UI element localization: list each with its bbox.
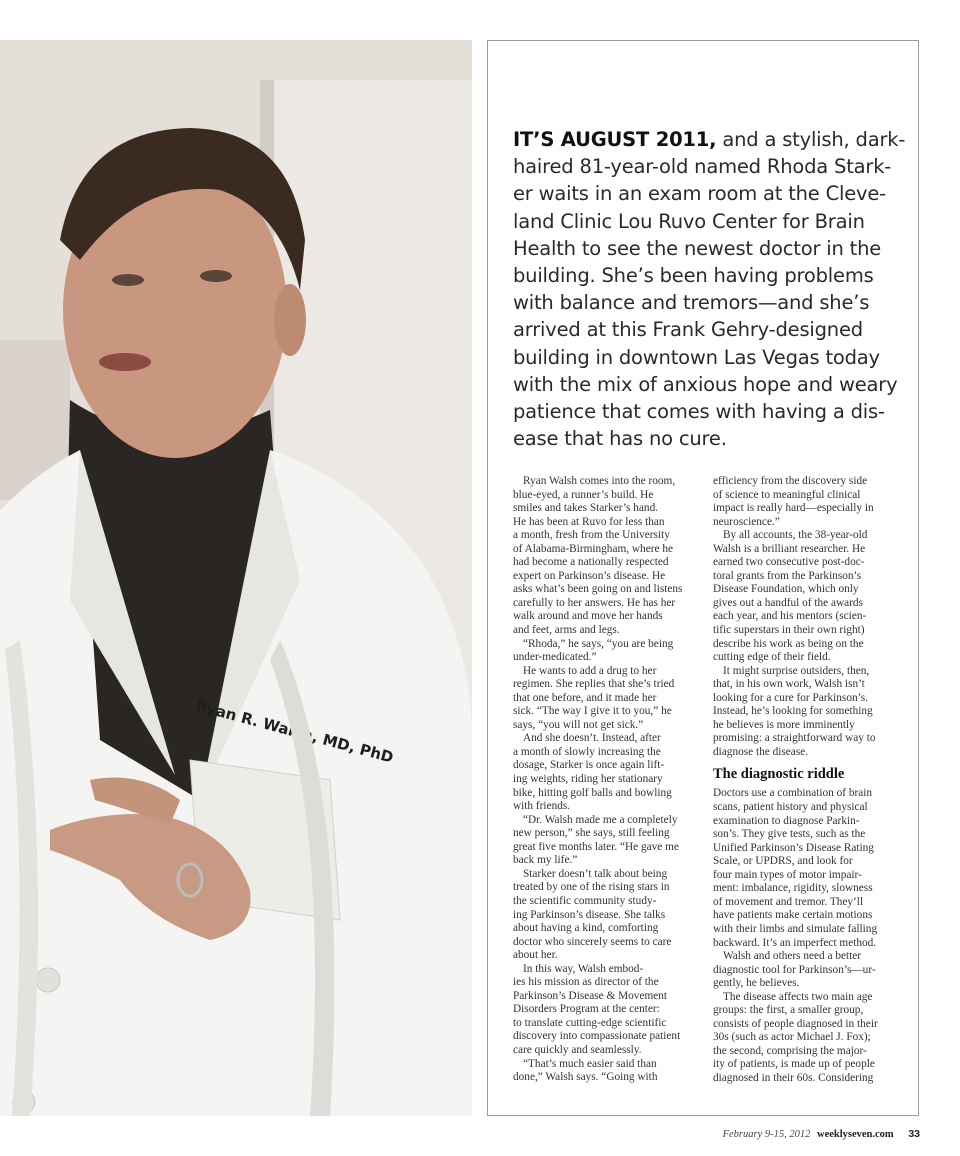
body-text-line: 30s (such as actor Michael J. Fox); [713, 1031, 871, 1044]
body-text-line: Instead, he’s looking for something [713, 705, 873, 718]
body-text-line: Scale, or UPDRS, and look for [713, 855, 853, 868]
body-text-line: the scientific community study- [513, 894, 657, 907]
body-text-line: Ryan Walsh comes into the room, [523, 475, 676, 487]
body-text-line: doctor who sincerely seems to care [513, 935, 672, 948]
lede-line: ease that has no cure. [513, 427, 727, 451]
lede-line: haired 81-year-old named Rhoda Stark- [513, 155, 892, 179]
body-text-line: each year, and his mentors (scien- [713, 610, 867, 623]
body-text-line: ment: imbalance, rigidity, slowness [713, 882, 873, 895]
lede-line: building in downtown Las Vegas today [513, 345, 880, 369]
issue-date: February 9-15, 2012 [722, 1129, 811, 1140]
body-text-line: sick. “The way I give it to you,” he [513, 705, 672, 718]
website-link[interactable]: weeklyseven.com [816, 1129, 894, 1140]
body-text-line: “Rhoda,” he says, “you are being [523, 637, 674, 650]
body-text-line: discovery into compassionate patient [513, 1030, 681, 1043]
lede-first-line [513, 126, 906, 153]
body-text-line: bike, hitting golf balls and bowling [513, 786, 672, 799]
body-text-line: By all accounts, the 38-year-old [723, 529, 868, 542]
body-text-line: cutting edge of their field. [713, 651, 831, 664]
body-text-line: back my life.” [513, 854, 578, 867]
body-text-line: a month of slowly increasing the [513, 745, 661, 758]
body-column-right [713, 475, 898, 1086]
body-text-line: gently, he believes. [713, 977, 800, 990]
body-text-line: and feet, arms and legs. [513, 624, 620, 637]
body-text-line: says, “you will not get sick.” [513, 718, 644, 731]
coat-embroidery: Ryan R. Walsh, MD, PhD [193, 696, 396, 767]
page-footer [723, 1128, 920, 1140]
body-text-line: ing Parkinson’s disease. She talks [513, 908, 666, 921]
body-text-line: “That’s much easier said than [523, 1057, 657, 1070]
body-text-line: tific superstars in their own right) [713, 624, 865, 637]
body-text-line: promising: a straightforward way to [713, 732, 876, 745]
body-column-right-bottom [713, 787, 898, 1085]
body-text-line: a month, fresh from the University [513, 529, 670, 542]
body-text-line: ing weights, riding her stationary [513, 773, 663, 786]
body-text-line: describe his work as being on the [713, 637, 864, 650]
body-text-line: ity of patients, is made up of people [713, 1058, 875, 1071]
body-text-line: of movement and tremor. They’ll [713, 895, 864, 908]
body-text-line: toral grants from the Parkinson’s [713, 569, 862, 582]
body-text-line: he believes is more imminently [713, 718, 855, 731]
body-text-line: backward. It’s an imperfect method. [713, 936, 877, 949]
body-text-line: examination to diagnose Parkin- [713, 814, 860, 827]
lede-caps: IT’S AUGUST 2011, [513, 128, 717, 151]
body-text-line: about her. [513, 949, 558, 962]
body-text-line: He has been at Ruvo for less than [513, 515, 665, 528]
body-text-line: had become a nationally respected [513, 556, 669, 569]
lede-line: with the mix of anxious hope and weary [513, 372, 898, 396]
body-text-line: In this way, Walsh embod- [523, 962, 644, 975]
lede-line: patience that comes with having a dis- [513, 400, 885, 424]
body-text-line: carefully to her answers. He has her [513, 596, 676, 609]
body-text-line: earned two consecutive post-doc- [713, 556, 865, 569]
body-column-left [513, 475, 698, 1085]
body-text-line: son’s. They give tests, such as the [713, 828, 866, 841]
lede-line: Health to see the newest doctor in the [513, 236, 882, 260]
body-text-line: Starker doesn’t talk about being [523, 867, 668, 880]
lede-line: arrived at this Frank Gehry-designed [513, 318, 863, 342]
body-text-line: scans, patient history and physical [713, 801, 868, 814]
body-text-line: smiles and takes Starker’s hand. [513, 502, 659, 515]
body-text-line: asks what’s been going on and listens [513, 583, 683, 596]
body-text-line: that, in his own work, Walsh isn’t [713, 678, 865, 691]
lede-line: land Clinic Lou Ruvo Center for Brain [513, 209, 865, 233]
body-text-line: new person,” she says, still feeling [513, 827, 670, 840]
body-text-line: consists of people diagnosed in their [713, 1017, 878, 1030]
body-text-line: great five months later. “He gave me [513, 840, 679, 853]
body-text-line: treated by one of the rising stars in [513, 881, 670, 894]
section-subhead: The diagnostic riddle [713, 766, 845, 783]
body-text-line: care quickly and seamlessly. [513, 1043, 642, 1056]
body-text-line: the second, comprising the major- [713, 1044, 867, 1057]
lede-line: with balance and tremors—and she’s [513, 291, 870, 315]
body-text-line: Doctors use a combination of brain [713, 787, 873, 800]
body-text-line: Walsh and others need a better [723, 950, 862, 963]
body-text-line: impact is really hard—especially in [713, 502, 874, 515]
body-text-line: diagnostic tool for Parkinson’s—ur- [713, 963, 876, 976]
body-text-line: Disease Foundation, which only [713, 583, 859, 596]
body-text-line: that one before, and it made her [513, 691, 657, 704]
body-text-line: ies his mission as director of the [513, 976, 659, 989]
portrait-photo [0, 40, 472, 1116]
body-text-line: looking for a cure for Parkinson’s. [713, 691, 868, 704]
body-text-line: regimen. She replies that she’s tried [513, 678, 675, 691]
body-text-line: of science to meaningful clinical [713, 488, 861, 501]
body-text-line: with their limbs and simulate falling [713, 922, 878, 935]
body-text-line: walk around and move her hands [513, 610, 663, 623]
body-text-line: about having a kind, comforting [513, 922, 659, 935]
body-text-line: of Alabama-Birmingham, where he [513, 542, 673, 555]
body-text-line: expert on Parkinson’s disease. He [513, 569, 666, 582]
lede-paragraph [513, 126, 906, 452]
body-text-line: efficiency from the discovery side [713, 475, 868, 487]
body-text-line: “Dr. Walsh made me a completely [523, 813, 678, 826]
page-number: 33 [908, 1128, 920, 1140]
body-text-line: groups: the first, a smaller group, [713, 1004, 864, 1017]
body-text-line: He wants to add a drug to her [523, 664, 657, 677]
body-column-right-top [713, 475, 898, 759]
lede-first-line-rest: and a stylish, dark- [716, 128, 906, 151]
body-text-line: diagnosed in their 60s. Considering [713, 1071, 874, 1084]
body-text-line: The disease affects two main age [723, 990, 873, 1003]
body-text-line: Disorders Program at the center: [513, 1003, 660, 1016]
body-text-line: under-medicated.” [513, 651, 597, 664]
body-text-line: neuroscience.” [713, 515, 780, 528]
body-text-line: Unified Parkinson’s Disease Rating [713, 841, 874, 854]
body-text-line: diagnose the disease. [713, 745, 809, 758]
body-text-line: with friends. [513, 800, 571, 813]
lede-line: er waits in an exam room at the Cleve- [513, 182, 886, 206]
body-text-line: It might surprise outsiders, then, [723, 664, 870, 677]
article-panel [487, 40, 919, 1116]
body-text-line: gives out a handful of the awards [713, 596, 863, 609]
body-text-line: done,” Walsh says. “Going with [513, 1071, 658, 1084]
body-text-line: Parkinson’s Disease & Movement [513, 989, 668, 1002]
body-text-line: And she doesn’t. Instead, after [523, 732, 661, 745]
body-text-line: Walsh is a brilliant researcher. He [713, 542, 866, 555]
body-text-line: dosage, Starker is once again lift- [513, 759, 665, 772]
body-text-line: to translate cutting-edge scientific [513, 1016, 667, 1029]
body-text-line: blue-eyed, a runner’s build. He [513, 488, 654, 501]
body-text-line: four main types of motor impair- [713, 868, 862, 881]
body-text-line: have patients make certain motions [713, 909, 873, 922]
lede-line: building. She’s been having problems [513, 264, 874, 288]
